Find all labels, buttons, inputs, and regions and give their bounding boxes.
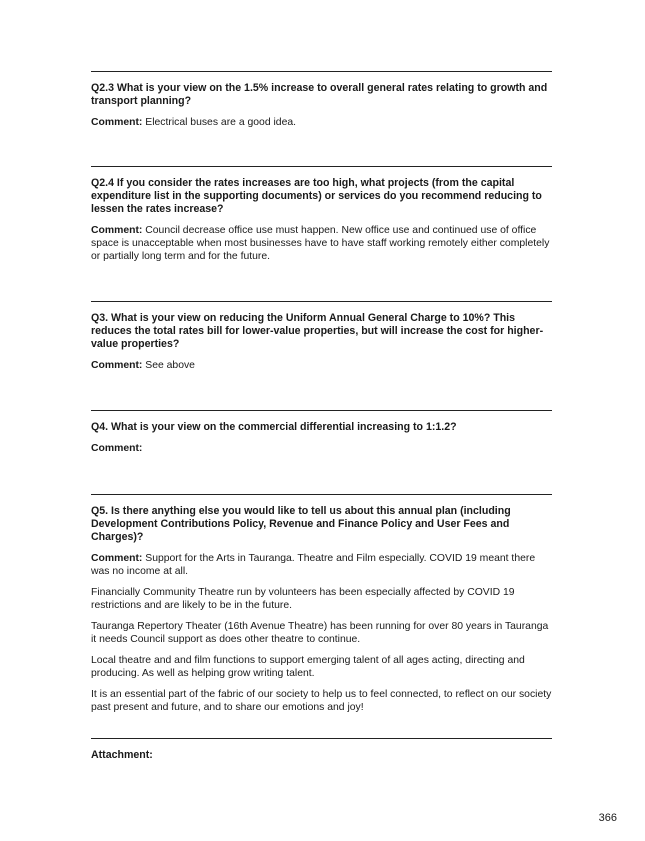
attachment-label: Attachment: (91, 749, 153, 761)
comment-label: Comment: (91, 443, 143, 454)
section-divider (91, 738, 552, 739)
section-divider (91, 410, 552, 411)
comment (91, 359, 552, 372)
question-text: Q2.3 What is your view on the 1.5% increase to overall general rates relating to growth and transport planning? (91, 82, 548, 107)
section-divider (91, 71, 552, 72)
section-divider (91, 494, 552, 495)
question-section-q5 (91, 494, 552, 714)
question-section-q2-4 (91, 166, 552, 263)
question-text: Q5. Is there anything else you would like to tell us about this annual plan (including Development Contributions Policy, Revenue and Finance Policy and User Fees and Charges)? (91, 505, 511, 543)
comment-paragraph: It is an essential part of the fabric of our society to help us to feel connected, to reflect on our society past present and future, and to share our emotions and joy! (91, 689, 552, 713)
comment-text: Electrical buses are a good idea. (142, 117, 297, 128)
comment (91, 116, 552, 129)
comment-label: Comment: (91, 553, 143, 564)
page-number: 366 (598, 812, 617, 824)
comment-text: See above (142, 360, 195, 371)
comment-paragraph: Financially Community Theatre run by volunteers has been especially affected by COVID 19 restrictions and are likely to be in the future. (91, 587, 515, 611)
question-section-q4 (91, 410, 552, 455)
section-divider (91, 166, 552, 167)
comment-text: Council decrease office use must happen. New office use and continued use of office space is unacceptable when most businesses have to have staff working remotely either completely or partially long term and for the future. (91, 225, 550, 262)
comment (91, 442, 552, 455)
question-section-q2-3 (91, 71, 552, 129)
comment-label: Comment: (91, 225, 143, 236)
comment-text: Support for the Arts in Tauranga. Theatre and Film especially. COVID 19 meant there was no income at all. (91, 553, 536, 577)
comment (91, 552, 552, 578)
question-section-q3 (91, 301, 552, 372)
question-text: Q4. What is your view on the commercial differential increasing to 1:1.2? (91, 421, 457, 433)
comment-paragraph: Local theatre and and film functions to support emerging talent of all ages acting, directing and producing. As well as helping grow writing talent. (91, 655, 525, 679)
comment (91, 224, 552, 263)
question-text: Q2.4 If you consider the rates increases are too high, what projects (from the capital expenditure list in the supporting documents) or services do you recommend reducing to lessen the rates increase? (91, 177, 542, 215)
question-text: Q3. What is your view on reducing the Uniform Annual General Charge to 10%? This reduces the total rates bill for lower-value properties, but will increase the cost for higher-value properties? (91, 312, 544, 350)
comment-paragraph: Tauranga Repertory Theater (16th Avenue Theatre) has been running for over 80 years in Tauranga it needs Council support as does other theatre to continue. (91, 621, 549, 645)
section-divider (91, 301, 552, 302)
attachment-section (91, 738, 552, 762)
comment-label: Comment: (91, 117, 143, 128)
comment-label: Comment: (91, 360, 143, 371)
